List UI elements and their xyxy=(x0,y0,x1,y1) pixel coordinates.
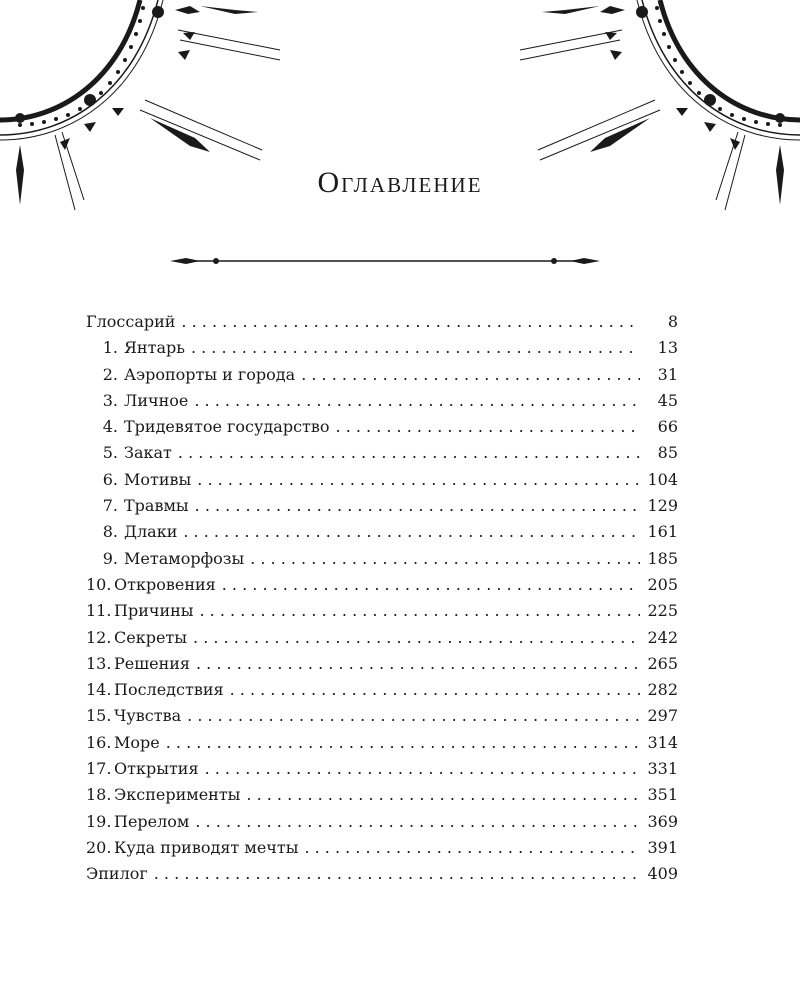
toc-entry-label: Янтарь xyxy=(124,338,185,358)
toc-dot-leader xyxy=(222,572,640,598)
toc-dot-leader xyxy=(195,809,640,835)
toc-entry-number: 17. xyxy=(86,759,112,779)
toc-entry-number: 14. xyxy=(86,680,112,700)
toc-entry-page: 31 xyxy=(657,364,678,384)
toc-entry-title xyxy=(86,677,224,703)
toc-dot-leader xyxy=(197,467,640,493)
toc-entry-page: 13 xyxy=(657,338,678,358)
toc-dot-leader xyxy=(230,677,640,703)
toc-entry-title xyxy=(86,625,187,651)
toc-entry-page: 391 xyxy=(647,837,678,857)
toc-entry-label: Куда приводят мечты xyxy=(114,837,299,857)
toc-entry-title xyxy=(86,756,199,782)
toc-entry-title xyxy=(86,835,298,861)
toc-entry-title xyxy=(86,414,330,440)
toc-dot-leader xyxy=(196,651,640,677)
toc-dot-leader xyxy=(200,598,641,624)
toc-entry-number: 16. xyxy=(86,732,112,752)
toc-entry[interactable] xyxy=(86,335,678,361)
toc-dot-leader xyxy=(166,730,640,756)
toc-entry-number: 12. xyxy=(86,627,112,647)
toc-entry[interactable] xyxy=(86,861,678,887)
toc-entry-title xyxy=(86,493,189,519)
toc-entry-title xyxy=(86,703,181,729)
toc-entry-label: Глоссарий xyxy=(86,312,176,331)
toc-entry-page: 104 xyxy=(647,469,678,489)
toc-entry-number: 3. xyxy=(102,390,118,410)
toc-entry[interactable] xyxy=(86,625,678,651)
toc-entry-label: Личное xyxy=(124,390,189,410)
toc-entry-page: 161 xyxy=(647,522,678,542)
toc-entry-label: Эксперименты xyxy=(114,785,241,805)
toc-entry-label: Море xyxy=(114,732,160,752)
toc-dot-leader xyxy=(301,362,640,388)
toc-entry-number: 15. xyxy=(86,706,112,726)
toc-entry[interactable] xyxy=(86,677,678,703)
toc-entry-number: 8. xyxy=(102,522,118,542)
toc-entry-title xyxy=(86,572,216,598)
toc-entry-title xyxy=(86,598,194,624)
toc-dot-leader xyxy=(191,335,640,361)
toc-entry-number: 5. xyxy=(102,443,118,463)
toc-dot-leader xyxy=(250,546,640,572)
toc-entry[interactable] xyxy=(86,835,678,861)
toc-entry[interactable] xyxy=(86,782,678,808)
toc-entry-page: 331 xyxy=(647,759,678,779)
toc-entry[interactable] xyxy=(86,572,678,598)
toc-dot-leader xyxy=(178,440,640,466)
toc-entry-number: 6. xyxy=(102,469,118,489)
toc-entry-page: 351 xyxy=(647,785,678,805)
toc-entry[interactable] xyxy=(86,546,678,572)
toc-entry-number: 1. xyxy=(102,338,118,358)
toc-entry-title xyxy=(86,309,175,335)
toc-entry-title xyxy=(86,651,190,677)
toc-entry[interactable] xyxy=(86,493,678,519)
toc-entry-page: 242 xyxy=(647,627,678,647)
toc-entry-page: 185 xyxy=(647,548,678,568)
toc-entry-title xyxy=(86,388,188,414)
toc-entry[interactable] xyxy=(86,703,678,729)
toc-entry-title xyxy=(86,861,148,887)
toc-entry[interactable] xyxy=(86,598,678,624)
toc-entry-label: Решения xyxy=(114,653,190,673)
toc-dot-leader xyxy=(246,782,640,808)
toc-entry-label: Мотивы xyxy=(124,469,192,489)
toc-entry-page: 45 xyxy=(657,390,678,410)
toc-entry-label: Закат xyxy=(124,443,172,463)
toc-dot-leader xyxy=(336,414,640,440)
toc-entry[interactable] xyxy=(86,730,678,756)
toc-entry-page: 8 xyxy=(667,312,678,331)
toc-entry-label: Секреты xyxy=(114,627,188,647)
toc-entry-title xyxy=(86,546,244,572)
toc-entry[interactable] xyxy=(86,388,678,414)
toc-entry-page: 369 xyxy=(647,811,678,831)
toc-entry-number: 11. xyxy=(86,601,112,621)
toc-entry-page: 282 xyxy=(647,680,678,700)
toc-entry-page: 205 xyxy=(647,574,678,594)
toc-entry-title xyxy=(86,362,295,388)
toc-entry-label: Тридевятое государство xyxy=(124,417,330,437)
toc-entry-label: Последствия xyxy=(114,680,224,700)
toc-entry-title xyxy=(86,440,172,466)
toc-entry-label: Откровения xyxy=(114,574,216,594)
toc-entry-title xyxy=(86,519,177,545)
page-title: Оглавление xyxy=(317,166,483,199)
toc-entry-title xyxy=(86,467,191,493)
toc-dot-leader xyxy=(193,625,640,651)
toc-entry-title xyxy=(86,782,240,808)
table-of-contents xyxy=(86,309,678,888)
toc-entry-number: 9. xyxy=(102,548,118,568)
toc-entry[interactable] xyxy=(86,756,678,782)
toc-entry-number: 10. xyxy=(86,574,112,594)
toc-entry[interactable] xyxy=(86,414,678,440)
toc-entry-page: 66 xyxy=(657,417,678,437)
toc-dot-leader xyxy=(187,703,640,729)
toc-entry-number: 13. xyxy=(86,653,112,673)
toc-entry[interactable] xyxy=(86,809,678,835)
toc-entry-number: 19. xyxy=(86,811,112,831)
toc-entry-page: 297 xyxy=(647,706,678,726)
toc-dot-leader xyxy=(205,756,640,782)
toc-entry[interactable] xyxy=(86,467,678,493)
toc-entry-label: Открытия xyxy=(114,759,199,779)
toc-entry[interactable] xyxy=(86,362,678,388)
toc-entry-number: 18. xyxy=(86,785,112,805)
toc-dot-leader xyxy=(181,309,640,335)
toc-entry-label: Длаки xyxy=(124,522,178,542)
toc-entry-number: 2. xyxy=(102,364,118,384)
toc-dot-leader xyxy=(183,519,640,545)
toc-dot-leader xyxy=(154,861,640,887)
toc-dot-leader xyxy=(194,388,640,414)
toc-dot-leader xyxy=(195,493,640,519)
toc-entry-label: Аэропорты и города xyxy=(124,364,296,384)
toc-entry-label: Чувства xyxy=(114,706,182,726)
toc-entry-page: 85 xyxy=(657,443,678,463)
toc-entry-title xyxy=(86,335,185,361)
toc-entry-title xyxy=(86,730,160,756)
toc-entry-page: 225 xyxy=(647,601,678,621)
toc-entry[interactable] xyxy=(86,309,678,335)
toc-entry-title xyxy=(86,809,189,835)
toc-entry-page: 265 xyxy=(647,653,678,673)
toc-entry-page: 129 xyxy=(647,496,678,516)
toc-entry-number: 20. xyxy=(86,837,112,857)
toc-entry-label: Причины xyxy=(114,601,194,621)
toc-dot-leader xyxy=(304,835,640,861)
toc-entry[interactable] xyxy=(86,519,678,545)
toc-entry-page: 314 xyxy=(647,732,678,752)
toc-entry-label: Перелом xyxy=(114,811,190,831)
toc-entry-page: 409 xyxy=(647,864,678,884)
toc-entry-label: Метаморфозы xyxy=(124,548,245,568)
toc-entry-label: Эпилог xyxy=(86,864,148,884)
toc-entry-number: 7. xyxy=(102,496,118,516)
title-divider xyxy=(170,252,600,270)
toc-entry[interactable] xyxy=(86,651,678,677)
toc-entry-number: 4. xyxy=(102,417,118,437)
toc-entry-label: Травмы xyxy=(124,496,189,516)
toc-entry[interactable] xyxy=(86,440,678,466)
